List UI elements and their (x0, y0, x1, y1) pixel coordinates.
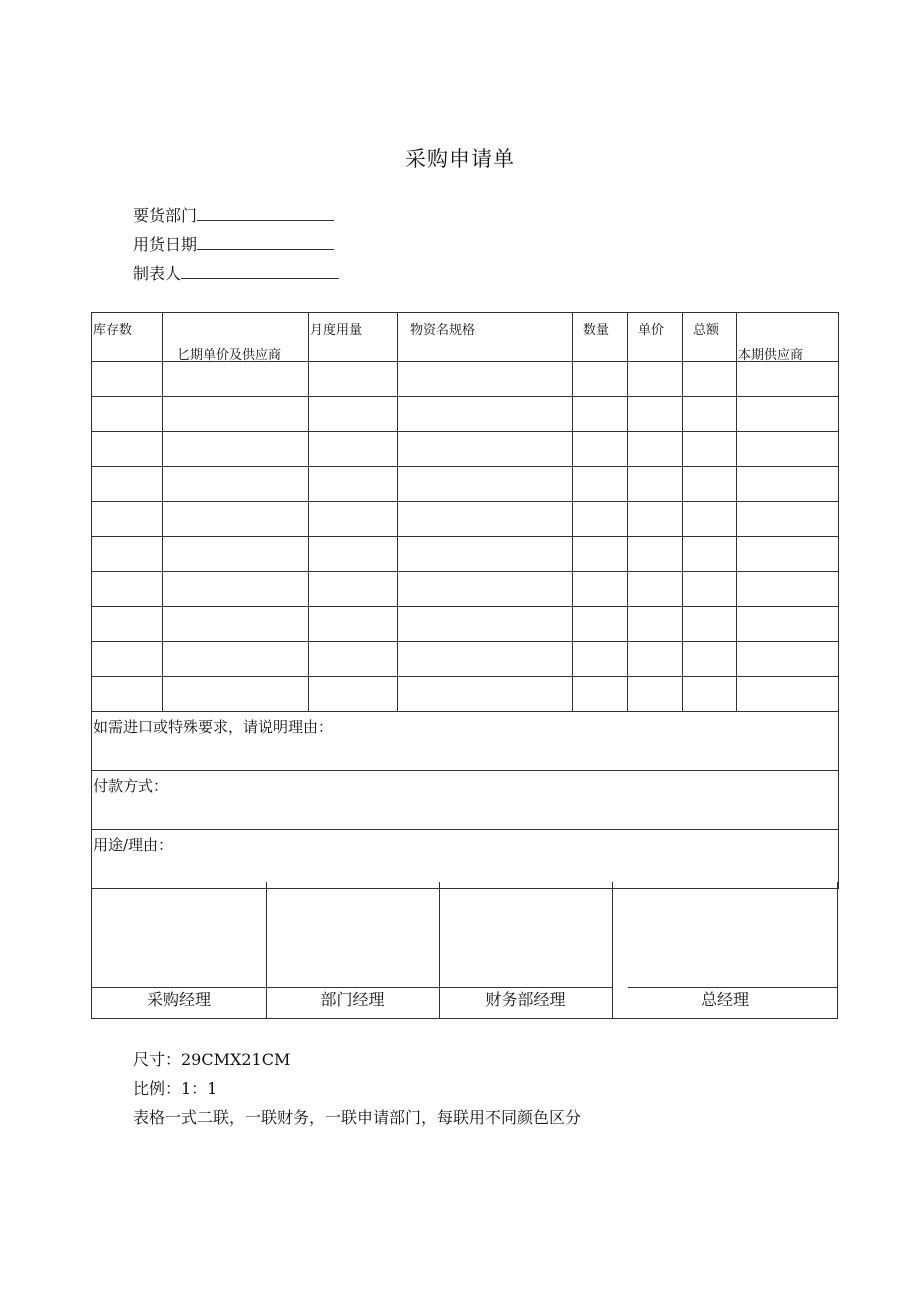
table-row (92, 607, 839, 642)
table-cell[interactable] (92, 432, 163, 467)
table-cell[interactable] (398, 397, 573, 432)
header-monthly-usage: 月度用量 (309, 313, 398, 362)
table-cell[interactable] (398, 432, 573, 467)
table-cell[interactable] (92, 362, 163, 397)
table-cell[interactable] (737, 432, 839, 467)
table-cell[interactable] (737, 362, 839, 397)
table-cell[interactable] (628, 467, 683, 502)
field-label: 要货部门 (133, 206, 198, 225)
sig-dept-manager[interactable]: 部门经理 (320, 990, 385, 1009)
table-cell[interactable] (628, 607, 683, 642)
table-cell[interactable] (92, 397, 163, 432)
purchase-table (91, 312, 839, 889)
divider (628, 987, 838, 988)
table-cell[interactable] (737, 677, 839, 712)
table-cell[interactable] (309, 397, 398, 432)
table-cell[interactable] (737, 537, 839, 572)
table-cell[interactable] (683, 502, 737, 537)
table-row (92, 467, 839, 502)
table-cell[interactable] (683, 677, 737, 712)
table-cell[interactable] (737, 467, 839, 502)
header-last-price-supplier: 匕期单价及供应商 (163, 313, 309, 362)
table-cell[interactable] (398, 607, 573, 642)
table-cell[interactable] (628, 432, 683, 467)
page-title: 采购申请单 (405, 147, 515, 171)
table-cell[interactable] (683, 397, 737, 432)
footer-size: 尺寸：29CMX21CM (133, 1050, 291, 1069)
table-row (92, 397, 839, 432)
note-row-payment (92, 771, 839, 830)
table-row (92, 362, 839, 397)
table-cell[interactable] (573, 607, 628, 642)
table-cell[interactable] (628, 397, 683, 432)
note-row-import (92, 712, 839, 771)
table-cell[interactable] (92, 537, 163, 572)
table-cell[interactable] (309, 607, 398, 642)
table-cell[interactable] (398, 502, 573, 537)
divider (92, 987, 612, 988)
table-cell[interactable] (163, 607, 309, 642)
table-cell[interactable] (683, 362, 737, 397)
table-cell[interactable] (163, 537, 309, 572)
table-cell[interactable] (309, 432, 398, 467)
header-item-spec: 物资名规格 (398, 313, 573, 362)
table-cell[interactable] (737, 502, 839, 537)
table-cell[interactable] (309, 572, 398, 607)
table-cell[interactable] (573, 572, 628, 607)
table-cell[interactable] (163, 572, 309, 607)
table-cell[interactable] (163, 432, 309, 467)
sig-finance-manager[interactable]: 财务部经理 (485, 990, 566, 1009)
table-cell[interactable] (398, 537, 573, 572)
table-cell[interactable] (628, 677, 683, 712)
field-use-date (133, 233, 334, 256)
table-cell[interactable] (683, 607, 737, 642)
table-cell[interactable] (92, 572, 163, 607)
table-cell[interactable] (309, 537, 398, 572)
header-stock: 库存数 (92, 313, 163, 362)
header-current-supplier: 本期供应商 (737, 313, 839, 362)
table-cell[interactable] (573, 397, 628, 432)
table-cell[interactable] (163, 677, 309, 712)
table-cell[interactable] (628, 642, 683, 677)
table-cell[interactable] (92, 677, 163, 712)
table-cell[interactable] (628, 572, 683, 607)
table-cell[interactable] (573, 362, 628, 397)
table-cell[interactable] (737, 642, 839, 677)
fill-line[interactable] (197, 204, 334, 221)
table-cell[interactable] (573, 432, 628, 467)
note-row-purpose (92, 830, 839, 889)
table-cell[interactable] (309, 677, 398, 712)
table-row (92, 432, 839, 467)
table-cell[interactable] (573, 502, 628, 537)
table-header-row (92, 313, 839, 362)
table-cell[interactable] (398, 642, 573, 677)
fill-line[interactable] (181, 262, 339, 279)
table-row (92, 572, 839, 607)
table-row (92, 642, 839, 677)
table-cell[interactable] (628, 537, 683, 572)
table-cell[interactable] (92, 467, 163, 502)
table-row (92, 677, 839, 712)
table-cell[interactable] (163, 397, 309, 432)
table-cell[interactable] (683, 642, 737, 677)
table-cell[interactable] (309, 467, 398, 502)
table-cell[interactable] (163, 502, 309, 537)
table-cell[interactable] (573, 642, 628, 677)
table-cell[interactable] (737, 572, 839, 607)
table-row (92, 502, 839, 537)
field-request-dept (133, 204, 334, 227)
note-purpose[interactable]: 用途/理由： (92, 830, 839, 889)
table-cell[interactable] (737, 607, 839, 642)
table-cell[interactable] (92, 502, 163, 537)
table-cell[interactable] (628, 362, 683, 397)
table-cell[interactable] (737, 397, 839, 432)
field-preparer (133, 262, 339, 285)
fill-line[interactable] (197, 233, 334, 250)
table-row (92, 537, 839, 572)
table-cell[interactable] (398, 467, 573, 502)
sig-general-manager[interactable]: 总经理 (700, 990, 749, 1009)
table-cell[interactable] (683, 537, 737, 572)
table-cell[interactable] (398, 677, 573, 712)
table-cell[interactable] (309, 362, 398, 397)
table-cell[interactable] (398, 362, 573, 397)
table-cell[interactable] (683, 467, 737, 502)
header-unit-price: 单价 (628, 313, 683, 362)
table-cell[interactable] (163, 362, 309, 397)
footer-copies: 表格一式二联，一联财务，一联申请部门，每联用不同颜色区分 (133, 1108, 582, 1127)
table-cell[interactable] (309, 642, 398, 677)
header-quantity: 数量 (573, 313, 628, 362)
header-total: 总额 (683, 313, 737, 362)
signature-area (91, 882, 838, 1019)
footer-ratio: 比例：1：1 (133, 1079, 218, 1098)
note-import[interactable]: 如需进口或特殊要求，请说明理由： (92, 712, 839, 771)
table-cell[interactable] (92, 642, 163, 677)
sig-purchase-manager[interactable]: 采购经理 (146, 990, 211, 1009)
field-label: 制表人 (133, 264, 182, 283)
table-cell[interactable] (398, 572, 573, 607)
table-cell[interactable] (683, 572, 737, 607)
note-payment[interactable]: 付款方式： (92, 771, 839, 830)
table-cell[interactable] (573, 677, 628, 712)
table-cell[interactable] (683, 432, 737, 467)
table-cell[interactable] (573, 537, 628, 572)
table-cell[interactable] (163, 467, 309, 502)
table-cell[interactable] (573, 467, 628, 502)
table-cell[interactable] (628, 502, 683, 537)
table-cell[interactable] (92, 607, 163, 642)
table-cell[interactable] (309, 502, 398, 537)
field-label: 用货日期 (133, 235, 198, 254)
table-cell[interactable] (163, 642, 309, 677)
